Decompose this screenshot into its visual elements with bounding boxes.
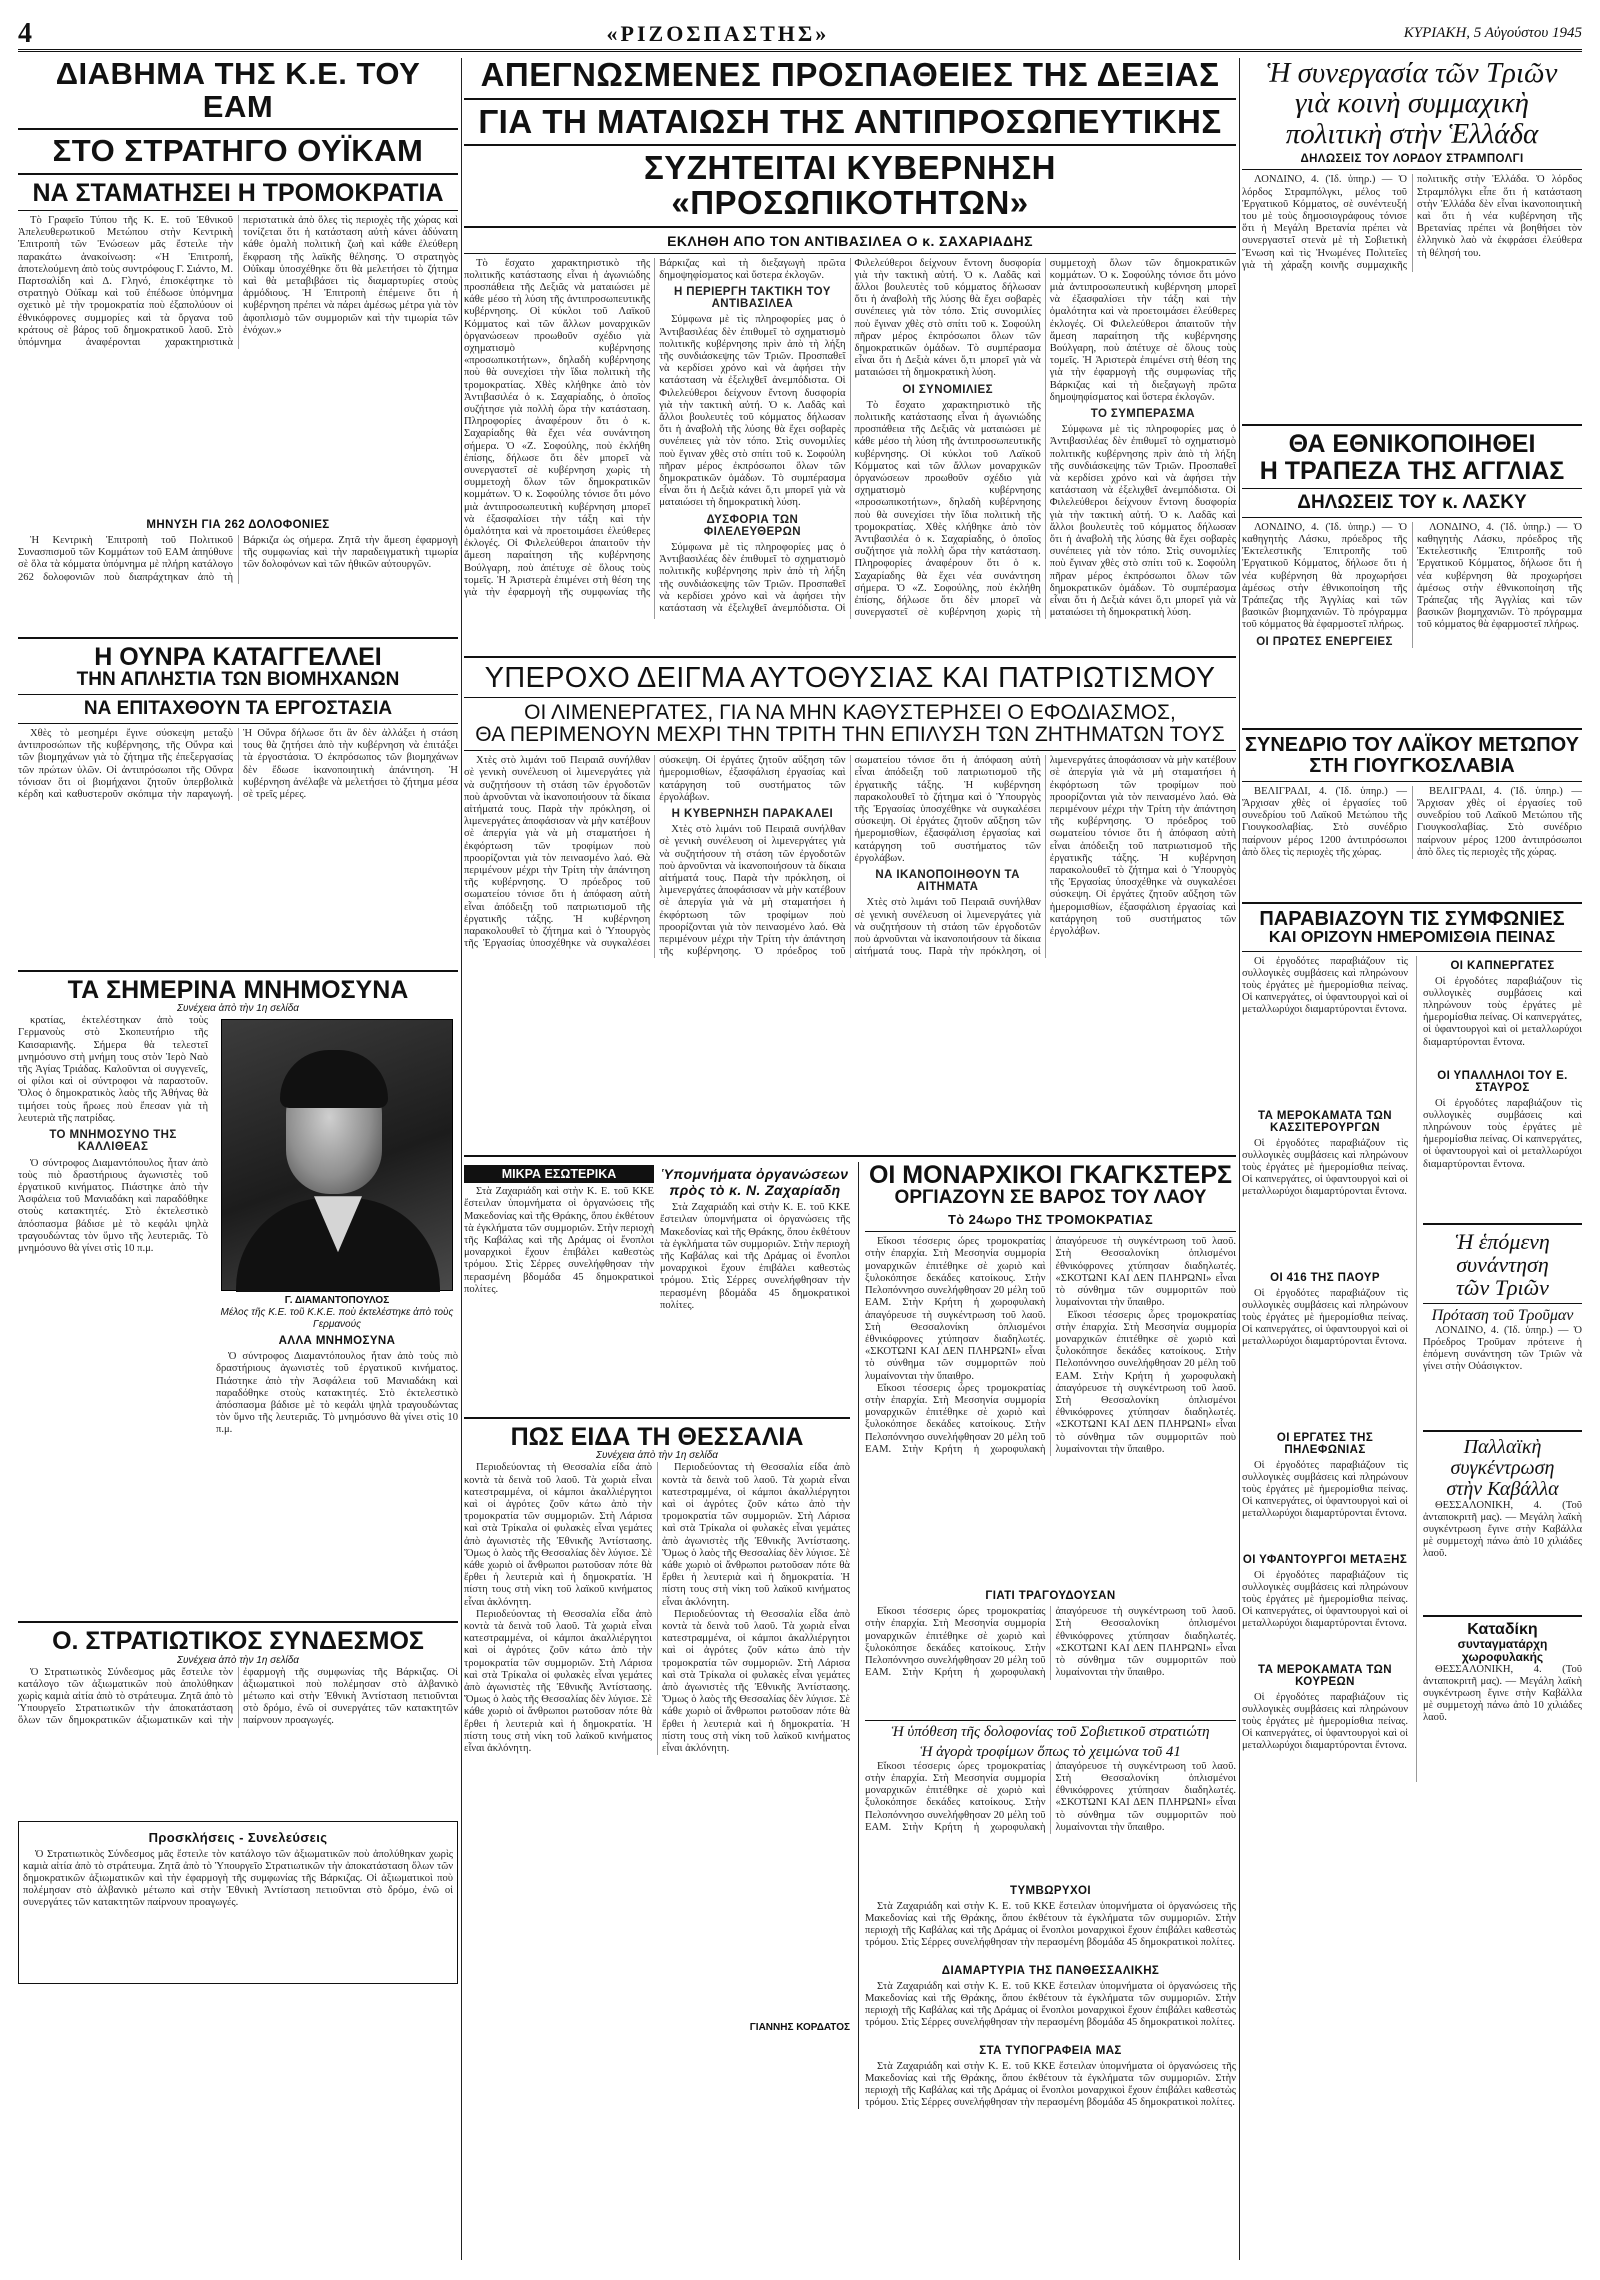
article-domestic xyxy=(464,1162,654,1412)
lower-center-left xyxy=(464,1162,850,2109)
subheading: ΜΗΝΥΣΗ ΓΙΑ 262 ΔΟΛΟΦΟΝΙΕΣ xyxy=(146,518,330,531)
headline: ΟΙ ΜΟΝΑΡΧΙΚΟΙ ΓΚΑΓΚΣΤΕΡΣ xyxy=(868,1161,1233,1190)
paragraph: Σύμφωνα μὲ τὶς πληροφορίες μας ὁ Ἀντιβασιλέας δὲν ἐπιθυμεῖ τὸ σχηματισμὸ πολιτικῆς κυβέρνησης πρὶν ἀπὸ τὴ λήξη τῆς συνδιάσκεψης τῶν Τριῶν. Προσπαθεῖ νὰ κερδίσει χρόνο καὶ νὰ ἀφήσει τὴν κατάσταση νὰ ἐξελιχθεῖ ἀνεμπόδιστα. Οἱ Φιλελεύθεροι δείχνουν ἔντονη δυσφορία γιὰ τὴν τακτικὴ αὐτή. Ὁ κ. Λαδᾶς καὶ ἄλλοι βουλευτὲς τοῦ κόμματος δήλωσαν ὅτι ἡ ἀναβολὴ τῆς λύσης θὰ ἔχει σοβαρὲς συνέπειες γιὰ τὸν τόπο. Στὶς συνομιλίες ποὺ ἔγιναν χθὲς στὸ σπίτι τοῦ κ. Σοφούλη πῆραν μέρος ἐκπρόσωποι ὅλων τῶν δημοκρατικῶν ὁμάδων. Τὸ συμπέρασμα εἶναι ὅτι ἡ Δεξιὰ κάνει ὅ,τι μπορεῖ γιὰ νὰ ματαιώσει τὴ δημοκρατικὴ λύση. xyxy=(1049,424,1236,619)
portrait-photo xyxy=(221,1019,453,1291)
divider xyxy=(464,1155,1236,1157)
headline: ΝΑ ΕΠΙΤΑΧΘΟΥΝ ΤΑ ΕΡΓΟΣΤΑΣΙΑ xyxy=(83,698,393,720)
headline: Η ΟΥΝΡΑ ΚΑΤΑΓΓΕΛΛΕΙ xyxy=(94,642,382,671)
divider xyxy=(464,226,1236,228)
divider xyxy=(1242,169,1582,170)
announcements-box xyxy=(18,1821,458,1984)
article-body xyxy=(865,1761,1236,1881)
divider xyxy=(464,98,1236,100)
subheading: ΟΙ ΠΡΩΤΕΣ ΕΝΕΡΓΕΙΕΣ xyxy=(1256,635,1393,648)
divider xyxy=(1423,1223,1582,1225)
article-eam-demarche xyxy=(18,58,458,631)
divider xyxy=(464,144,1236,146)
headline: ΔΗΛΩΣΕΙΣ ΤΟΥ κ. ΛΑΣΚΥ xyxy=(1297,491,1527,513)
headline: ΘΑ ΕΘΝΙΚΟΠΟΙΗΘΕΙ xyxy=(1288,430,1536,459)
paragraph: Εἴκοσι τέσσερις ὧρες τρομοκρατίας στὴν ἐπαρχία. Στὴ Μεσσηνία συμμορία μοναρχικῶν ἐπιτέθηκε σὲ χωριὸ καὶ ξυλοκόπησε δεκάδες κατοίκους. Στὴν Πελοπόννησο συνελήφθησαν 20 μέλη τοῦ ΕΑΜ. Στὴν Κρήτη ἡ χωροφυλακὴ ἀπαγόρευσε τὴ συγκέντρωση τοῦ λαοῦ. Στὴ Θεσσαλονίκη ὁπλισμένοι ἐθνικόφρονες χτύπησαν διαδηλωτές. «ΣΚΟΤΩΝΙ ΚΑΙ ΔΕΝ ΠΛΗΡΩΝΙ» εἶναι τὸ σύνθημα τῶν συμμοριτῶν ποὺ λυμαίνονται τὴν ὕπαιθρο. xyxy=(865,1760,1236,1833)
paragraph: Σύμφωνα μὲ τὶς πληροφορίες μας ὁ Ἀντιβασιλέας δὲν ἐπιθυμεῖ τὸ σχηματισμὸ πολιτικῆς κυβέρνησης πρὶν ἀπὸ τὴ λήξη τῆς συνδιάσκεψης τῶν Τριῶν. Προσπαθεῖ νὰ κερδίσει χρόνο καὶ νὰ ἀφήσει τὴν κατάσταση νὰ ἐξελιχθεῖ ἀνεμπόδιστα. Οἱ Φιλελεύθεροι δείχνουν ἔντονη δυσφορία γιὰ τὴν τακτικὴ αὐτή. Ὁ κ. Λαδᾶς καὶ ἄλλοι βουλευτὲς τοῦ κόμματος δήλωσαν ὅτι ἡ ἀναβολὴ τῆς λύσης θὰ ἔχει σοβαρὲς συνέπειες γιὰ τὸν τόπο. Στὶς συνομιλίες ποὺ ἔγιναν χθὲς στὸ σπίτι τοῦ κ. Σοφούλη πῆραν μέρος ἐκπρόσωποι ὅλων τῶν δημοκρατικῶν ὁμάδων. Τὸ συμπέρασμα εἶναι ὅτι ἡ Δεξιὰ κάνει ὅ,τι μπορεῖ γιὰ νὰ ματαιώσει τὴ δημοκρατικὴ λύση. xyxy=(659,314,846,509)
continued-note: Συνέχεια ἀπὸ τὴν 1η σελίδα xyxy=(596,1450,718,1462)
article-bank-england xyxy=(1242,431,1582,721)
divider xyxy=(1242,781,1582,782)
divider xyxy=(1242,951,1582,952)
paragraph: Ἡ Κεντρικὴ Ἐπιτροπὴ τοῦ Πολιτικοῦ Συνασπισμοῦ τῶν Κομμάτων τοῦ ΕΑΜ ἀπηύθυνε σὲ ὅλα τὰ κόμματα ὑπόμνημα μὲ πλήρη κατάλογο 262 δολοφονιῶν ποὺ διαπράχτηκαν ἀπὸ τὴ Βάρκιζα ὡς σήμερα. Ζητᾶ τὴν ἄμεση ἐφαρμογὴ τῆς συμφωνίας καὶ τὴν παραδειγματικὴ τιμωρία τῶν δολοφόνων καὶ τῶν ἠθικῶν αὐτουργῶν. xyxy=(18,534,458,583)
subheading: ΤΟ ΜΝΗΜΟΣΥΝΟ ΤΗΣ ΚΑΛΛΙΘΕΑΣ xyxy=(49,1129,177,1154)
subheading: ΜΙΚΡΑ ΕΣΩΤΕΡΙΚΑ xyxy=(464,1165,654,1183)
mini-stories xyxy=(464,1162,850,1412)
divider xyxy=(1242,728,1582,730)
paragraph: ΒΕΛΙΓΡΑΔΙ, 4. (Ἰδ. ὑπηρ.) — Ἄρχισαν χθὲς οἱ ἐργασίες τοῦ συνεδρίου τοῦ Λαϊκοῦ Μετώπου τῆς Γιουγκοσλαβίας. Στὸ συνέδριο παίρνουν μέρος 1200 ἀντιπρόσωποι ἀπὸ ὅλες τὶς περιοχὲς τῆς χώρας. xyxy=(1417,785,1582,858)
article-body xyxy=(464,1462,850,2022)
article-body xyxy=(660,1202,850,1406)
headline: ΤΗΝ ΑΠΛΗΣΤΙΑ ΤΩΝ ΒΙΟΜΗΧΑΝΩΝ xyxy=(76,669,400,691)
article-body xyxy=(464,1186,654,1412)
paragraph: Χθὲς τὸ μεσημέρι ἔγινε σύσκεψη μεταξὺ ἀντιπροσώπων τῆς κυβέρνησης, τῆς Οὔνρα καὶ τῶν βιομηχάνων γιὰ τὸ ζήτημα τῆς ἐπεξεργασίας τῶν πρώτων ὑλῶν. Οἱ ἀντιπρόσωποι τῆς Οὔνρα τόνισαν ὅτι οἱ βιομήχανοι ζητοῦν ὑπερβολικὰ κέρδη καὶ καθυστεροῦν σκόπιμα τὴν παραγωγή. Ἡ Οὔνρα δήλωσε ὅτι ἂν δὲν ἀλλάξει ἡ στάση τους θὰ ζητήσει ἀπὸ τὴν κυβέρνηση νὰ ἐπιτάξει τὰ ἐργοστάσια. Ὁ ἐκπρόσωπος τῶν βιομηχάνων δὲν ἔδωσε ἱκανοποιητικὴ ἀπάντηση. Ἡ κυβέρνηση ἀνέλαβε νὰ μελετήσει τὸ ζήτημα μέσα σὲ τρεῖς μέρες. xyxy=(18,728,458,801)
headline: ΟΙ ΛΙΜΕΝΕΡΓΑΤΕΣ, ΓΙΑ ΝΑ ΜΗΝ ΚΑΘΥΣΤΕΡΗΣΕΙ Ο ΕΦΟΔΙΑΣΜΟΣ, xyxy=(524,701,1176,724)
article-body xyxy=(1242,174,1582,418)
article-body xyxy=(1242,1460,1408,1550)
divider xyxy=(464,1417,850,1419)
divider xyxy=(464,656,1236,658)
subheading: ΤΥΜΒΩΡΥΧΟΙ xyxy=(1010,1884,1091,1897)
divider xyxy=(1423,1303,1582,1304)
divider xyxy=(1242,902,1582,904)
paragraph: Οἱ ἐργοδότες παραβιάζουν τὶς συλλογικὲς συμβάσεις καὶ πληρώνουν τοὺς ἐργάτες μὲ ἡμερομίσθια πείνας. Οἱ καπνεργάτες, οἱ ὑφαντουργοὶ καὶ οἱ μεταλλωρύχοι διαμαρτύρονται ἔντονα. xyxy=(1242,1287,1408,1348)
article-yugoslavia xyxy=(1242,735,1582,896)
left-column xyxy=(18,58,458,1990)
paragraph: ΛΟΝΔΙΝΟ, 4. (Ἰδ. ὑπηρ.) — Ὁ λόρδος Στραμπόλγκι, μέλος τοῦ Ἐργατικοῦ Κόμματος, σὲ συνέντευξή του μὲ τοὺς δημοσιογράφους τόνισε ὅτι ἡ Μεγάλη Βρετανία πρέπει νὰ συνεργαστεῖ στενὰ μὲ τὴ Σοβιετικὴ Ἕνωση καὶ τὶς Ἡνωμένες Πολιτεῖες γιὰ τὴ χάραξη κοινῆς συμμαχικῆς πολιτικῆς στὴν Ἑλλάδα. Ὁ λόρδος Στραμπόλγκι εἶπε ὅτι ἡ κατάσταση στὴν Ἑλλάδα δὲν εἶναι ἱκανοποιητικὴ καὶ ὅτι ἡ νέα κυβέρνηση τῆς Βρετανίας πρέπει νὰ βοηθήσει τὸν ἑλληνικὸ λαὸ νὰ ἐκφράσει ἐλεύθερα τὴ θέλησή του. xyxy=(1242,174,1582,271)
article-body xyxy=(1242,1138,1408,1268)
paragraph: Ὁ Στρατιωτικὸς Σύνδεσμος μᾶς ἔστειλε τὸν κατάλογο τῶν ἀξιωματικῶν ποὺ ἀπολύθηκαν χωρὶς καμιὰ αἰτία ἀπὸ τὸ στράτευμα. Ζητᾶ ἀπὸ τὸ Ὑπουργεῖο Στρατιωτικῶν τὴν ἀποκατάσταση ὅλων τῶν δημοκρατικῶν ἀξιωματικῶν καὶ τὴν ἐφαρμογὴ τῆς συμφωνίας τῆς Βάρκιζας. Οἱ ἀξιωματικοὶ ποὺ πολέμησαν στὸ ἀλβανικὸ μέτωπο καὶ στὴν Ἐθνικὴ Ἀντίσταση πετιοῦνται στὸ δρόμο, ἐνῶ οἱ συνεργάτες τῶν κατακτητῶν παίρνουν προαγωγές. xyxy=(18,1666,458,1727)
paragraph: κρατίας, ἐκτελέστηκαν ἀπὸ τοὺς Γερμανοὺς στὸ Σκοπευτήριο τῆς Καισαριανῆς. Σήμερα θὰ τελεστεῖ μνημόσυνο στὴ μνήμη τους στὸν Ἱερὸ Ναὸ τῆς Ἁγίας Τριάδας. Καλοῦνται οἱ συγγενεῖς, οἱ φίλοι καὶ οἱ σύντροφοι νὰ παραστοῦν. Ὅλος ὁ δημοκρατικὸς λαὸς τῆς Ἀθήνας θὰ τιμήσει τοὺς ἥρωες ποὺ ἔπεσαν γιὰ τὴ λευτεριὰ τῆς πατρίδας. xyxy=(18,1015,208,1124)
paragraph: Οἱ ἐργοδότες παραβιάζουν τὶς συλλογικὲς συμβάσεις καὶ πληρώνουν τοὺς ἐργάτες μὲ ἡμερομίσθια πείνας. Οἱ καπνεργάτες, οἱ ὑφαντουργοὶ καὶ οἱ μεταλλωρύχοι διαμαρτύρονται ἔντονα. xyxy=(1242,1569,1408,1630)
headline: ΣΤΟ ΣΤΡΑΤΗΓΟ ΟΥΪΚΑΜ xyxy=(52,133,424,169)
masthead xyxy=(18,18,1582,52)
paragraph: Χτὲς στὸ λιμάνι τοῦ Πειραιᾶ συνήλθαν σὲ γενικὴ συνέλευση οἱ λιμενεργάτες γιὰ νὰ συζητήσουν τὴ στάση τῶν ἐργοδοτῶν ποὺ ἀρνοῦνται νὰ ἱκανοποιήσουν τὰ δίκαια αἰτήματά τους. Παρὰ τὴν πρόκληση, οἱ λιμενεργάτες ἀποφάσισαν νὰ μὴν κατέβουν σὲ ἀπεργία γιὰ νὰ μὴ σταματήσει ἡ ἐκφόρτωση τῶν τροφίμων ποὺ προορίζονται γιὰ τὸν πεινασμένο λαό. Θὰ περιμένουν μέχρι τὴν Τρίτη τὴν ἀπάντηση τῆς κυβέρνησης. Ὁ πρόεδρος τοῦ σωματείου τόνισε ὅτι ἡ ἀπόφαση αὐτὴ εἶναι ἀπόδειξη τοῦ πατριωτισμοῦ τῆς ἐργατικῆς τάξης. Ἡ κυβέρνηση παρακολουθεῖ τὸ ζήτημα καὶ ὁ Ὑπουργὸς τῆς Ἐργασίας ὑποσχέθηκε νὰ συγκαλέσει σύσκεψη. Οἱ ἐργάτες ζητοῦν αὔξηση τῶν ἡμερομισθίων, ἐξασφάλιση ἐργασίας καὶ κατάργηση τοῦ συστήματος τῶν ἐργολάβων. xyxy=(854,755,1236,958)
subheading: Ἡ ὑπόθεση τῆς δολοφονίας τοῦ Σοβιετικοῦ στρατιώτη xyxy=(891,1724,1210,1741)
article-dockworkers xyxy=(464,663,1236,1150)
divider xyxy=(18,1621,458,1623)
divider xyxy=(18,128,458,130)
paragraph: Στὰ Ζαχαριάδη καὶ στὴν Κ. Ε. τοῦ ΚΚΕ ἔστειλαν ὑπομνήματα οἱ ὀργανώσεις τῆς Μακεδονίας καὶ τῆς Θράκης, ὅπου ἐκθέτουν τὰ ἐγκλήματα τῶν συμμοριῶν. Στὴν περιοχὴ τῆς Καβάλας καὶ τῆς Δράμας οἱ ἔνοπλοι μοναρχικοὶ ἔχουν ἐπιβάλει καθεστὼς τρόμου. Στὶς Σέρρες συνελήφθησαν τὴν περασμένη βδομάδα 45 δημοκρατικοὶ πολίτες. xyxy=(865,1980,1236,2029)
paragraph: Περιοδεύοντας τὴ Θεσσαλία εἶδα ἀπὸ κοντὰ τὰ δεινὰ τοῦ λαοῦ. Τὰ χωριὰ εἶναι κατεστραμμένα, οἱ κάμποι ἀκαλλιέργητοι καὶ οἱ ἀγρότες ζοῦν κάτω ἀπὸ τὴν τρομοκρατία τῶν συμμοριῶν. Στὴ Λάρισα καὶ στὰ Τρίκαλα οἱ φυλακὲς εἶναι γεμάτες ἀπὸ ἀγωνιστὲς τῆς Ἐθνικῆς Ἀντίστασης. Ὅμως ὁ λαὸς τῆς Θεσσαλίας δὲν λύγισε. Σὲ κάθε χωριὸ οἱ ἄνθρωποι ρωτοῦσαν πότε θὰ ἔρθει ἡ λευτεριὰ καὶ ἡ δημοκρατία. Ἡ πίστη τους στὴ νίκη τοῦ λαϊκοῦ κινήματος εἶναι ἀκλόνητη. xyxy=(464,1608,652,1755)
paragraph: ΘΕΣΣΑΛΟΝΙΚΗ, 4. (Τοῦ ἀνταποκριτῆ μας). — Μεγάλη λαϊκὴ συγκέντρωση ἔγινε στὴν Καβάλλα μὲ συμμετοχὴ πάνω ἀπὸ 10 χιλιάδες λαοῦ. xyxy=(1423,1663,1582,1724)
subheading: ΔΙΑΜΑΡΤΥΡΙΑ ΤΗΣ ΠΑΝΘΕΣΣΑΛΙΚΗΣ xyxy=(941,1964,1160,1977)
subheading: ΟΙ 416 ΤΗΣ ΠΑΟΥΡ xyxy=(1270,1271,1380,1284)
headline: συνάντηση xyxy=(1456,1251,1549,1277)
divider xyxy=(18,970,458,972)
paragraph: ΛΟΝΔΙΝΟ, 4. (Ἰδ. ὑπηρ.) — Ὁ καθηγητὴς Λάσκυ, πρόεδρος τῆς Ἐκτελεστικῆς Ἐπιτροπῆς τοῦ Ἐργατικοῦ Κόμματος, δήλωσε ὅτι ἡ νέα κυβέρνηση θὰ προχωρήσει ἀμέσως στὴν ἐθνικοποίηση τῆς Τράπεζας τῆς Ἀγγλίας καὶ τῶν βασικῶν βιομηχανιῶν. Τὸ πρόγραμμα τοῦ κόμματος θὰ ἐφαρμοστεῖ πλήρως. xyxy=(1242,521,1407,631)
headline: Ο. ΣΤΡΑΤΙΩΤΙΚΟΣ ΣΥΝΔΕΣΜΟΣ xyxy=(52,1627,424,1656)
article-big-three xyxy=(1242,58,1582,418)
divider xyxy=(18,694,458,695)
article-body xyxy=(1242,786,1582,896)
article-body xyxy=(464,755,1236,1149)
headline: ΝΑ ΣΤΑΜΑΤΗΣΕΙ Η ΤΡΟΜΟΚΡΑΤΙΑ xyxy=(32,178,444,207)
article-body xyxy=(865,2061,1236,2109)
divider xyxy=(1423,1430,1582,1432)
paragraph: Χτὲς στὸ λιμάνι τοῦ Πειραιᾶ συνήλθαν σὲ γενικὴ συνέλευση οἱ λιμενεργάτες γιὰ νὰ συζητήσουν τὴ στάση τῶν ἐργοδοτῶν ποὺ ἀρνοῦνται νὰ ἱκανοποιήσουν τὰ δίκαια αἰτήματά τους. Παρὰ τὴν πρόκληση, οἱ λιμενεργάτες ἀποφάσισαν νὰ μὴν κατέβουν σὲ ἀπεργία γιὰ νὰ μὴ σταματήσει ἡ ἐκφόρτωση τῶν τροφίμων ποὺ προορίζονται γιὰ τὸν πεινασμένο λαό. Θὰ περιμένουν μέχρι τὴν Τρίτη τὴν ἀπάντηση τῆς κυβέρνησης. Ὁ πρόεδρος τοῦ σωματείου τόνισε ὅτι ἡ ἀπόφαση αὐτὴ εἶναι ἀπόδειξη τοῦ πατριωτισμοῦ τῆς ἐργατικῆς τάξης. Ἡ κυβέρνηση παρακολουθεῖ τὸ ζήτημα καὶ ὁ Ὑπουργὸς τῆς Ἐργασίας ὑποσχέθηκε νὰ συγκαλέσει σύσκεψη. Οἱ ἐργάτες ζητοῦν αὔξηση τῶν ἡμερομισθίων, ἐξασφάλιση ἐργασίας καὶ κατάργηση τοῦ συστήματος τῶν ἐργολάβων. xyxy=(659,755,1041,958)
paragraph: Τὸ ἔσχατο χαρακτηριστικὸ τῆς πολιτικῆς κατάστασης εἶναι ἡ ἀγωνιώδης προσπάθεια τῆς Δεξιᾶς νὰ ματαιώσει μὲ κάθε μέσο τὴ λύση τῆς ἀντιπροσωπευτικῆς κυβέρνησης. Οἱ κύκλοι τοῦ Λαϊκοῦ Κόμματος καὶ τῶν ἄλλων μοναρχικῶν ὀργανώσεων προωθοῦν σχέδιο γιὰ σχηματισμὸ κυβέρνησης «προσωπικοτήτων», δηλαδὴ κυβέρνησης ποὺ θὰ συνεχίσει τὴν ἴδια πολιτικὴ τῆς τρομοκρατίας. Χθὲς κλήθηκε ἀπὸ τὸν Ἀντιβασιλέα ὁ κ. Σαχαρίαδης, ὁ ὁποῖος συζήτησε γιὰ πολλὴ ὥρα τὴν κατάσταση. Πληροφορίες ἀναφέρουν ὅτι ὁ κ. Σαχαρίαδης θὰ ἔχει νέα συνάντηση σήμερα. Ὁ «Ζ. Σοφούλης, ποὺ ἐκλήθη ἐπίσης, δήλωσε ὅτι δὲν μπορεῖ νὰ συνεργαστεῖ σὲ κυβέρνηση χωρὶς τὴ συμμετοχὴ ὅλων τῶν δημοκρατικῶν κομμάτων. Ὁ κ. Σοφούλης τόνισε ὅτι μόνο μιὰ ἀντιπροσωπευτικὴ κυβέρνηση μπορεῖ νὰ ἐξασφαλίσει τὴν τάξη καὶ τὴν ὁμαλότητα καὶ νὰ προετοιμάσει ἐλεύθερες ἐκλογές. Οἱ Φιλελεύθεροι ἀπαιτοῦν τὴν ἄμεση παραίτηση τῆς κυβέρνησης Βούλγαρη, ποὺ ἀπέτυχε σὲ ὅλους τοὺς τομεῖς. Ἡ Ἀριστερὰ ἐπιμένει στὴ θέση της γιὰ τὴν ἐφαρμογὴ τῆς συμφωνίας τῆς Βάρκιζας καὶ τὴ διεξαγωγὴ πρῶτα δημοψηφίσματος καὶ ὕστερα ἐκλογῶν. xyxy=(854,257,1236,619)
paragraph: Στὰ Ζαχαριάδη καὶ στὴν Κ. Ε. τοῦ ΚΚΕ ἔστειλαν ὑπομνήματα οἱ ὀργανώσεις τῆς Μακεδονίας καὶ τῆς Θράκης, ὅπου ἐκθέτουν τὰ ἐγκλήματα τῶν συμμοριῶν. Στὴν περιοχὴ τῆς Καβάλας καὶ τῆς Δράμας οἱ ἔνοπλοι μοναρχικοὶ ἔχουν ἐπιβάλει καθεστὼς τρόμου. Στὶς Σέρρες συνελήφθησαν τὴν περασμένη βδομάδα 45 δημοκρατικοὶ πολίτες. xyxy=(865,2060,1236,2109)
paragraph: Οἱ ἐργοδότες παραβιάζουν τὶς συλλογικὲς συμβάσεις καὶ πληρώνουν τοὺς ἐργάτες μὲ ἡμερομίσθια πείνας. Οἱ καπνεργάτες, οἱ ὑφαντουργοὶ καὶ οἱ μεταλλωρύχοι διαμαρτύρονται ἔντονα. xyxy=(1242,1459,1408,1520)
headline: στὴν Καβάλλα xyxy=(1446,1477,1559,1500)
issue-date: ΚΥΡΙΑΚΗ, 5 Αὐγούστου 1945 xyxy=(1403,25,1582,41)
article-body xyxy=(18,215,458,515)
paragraph: Οἱ ἐργοδότες παραβιάζουν τὶς συλλογικὲς συμβάσεις καὶ πληρώνουν τοὺς ἐργάτες μὲ ἡμερομίσθια πείνας. Οἱ καπνεργάτες, οἱ ὑφαντουργοὶ καὶ οἱ μεταλλωρύχοι διαμαρτύρονται ἔντονα. xyxy=(1242,1691,1408,1752)
headline: συγκέντρωση xyxy=(1450,1456,1555,1479)
paragraph: Στὰ Ζαχαριάδη καὶ στὴν Κ. Ε. τοῦ ΚΚΕ ἔστειλαν ὑπομνήματα οἱ ὀργανώσεις τῆς Μακεδονίας καὶ τῆς Θράκης, ὅπου ἐκθέτουν τὰ ἐγκλήματα τῶν συμμοριῶν. Στὴν περιοχὴ τῆς Καβάλας καὶ τῆς Δράμας οἱ ἔνοπλοι μοναρχικοὶ ἔχουν ἐπιβάλει καθεστὼς τρόμου. Στὶς Σέρρες συνελήφθησαν τὴν περασμένη βδομάδα 45 δημοκρατικοὶ πολίτες. xyxy=(660,1202,850,1311)
article-body xyxy=(18,728,458,964)
article-body xyxy=(865,1901,1236,1961)
paragraph: Στὰ Ζαχαριάδη καὶ στὴν Κ. Ε. τοῦ ΚΚΕ ἔστειλαν ὑπομνήματα οἱ ὀργανώσεις τῆς Μακεδονίας καὶ τῆς Θράκης, ὅπου ἐκθέτουν τὰ ἐγκλήματα τῶν συμμοριῶν. Στὴν περιοχὴ τῆς Καβάλας καὶ τῆς Δράμας οἱ ἔνοπλοι μοναρχικοὶ ἔχουν ἐπιβάλει καθεστὼς τρόμου. Στὶς Σέρρες συνελήφθησαν τὴν περασμένη βδομάδα 45 δημοκρατικοὶ πολίτες. xyxy=(865,1900,1236,1949)
article-wages xyxy=(1242,909,1582,1782)
wages-left xyxy=(1242,956,1408,1782)
article-body xyxy=(865,1606,1236,1716)
photo-hair xyxy=(280,1050,388,1108)
divider xyxy=(18,210,458,211)
divider xyxy=(1242,488,1582,489)
article-unrra xyxy=(18,644,458,964)
headline: πολιτικὴ στὴν Ἑλλάδα xyxy=(1285,117,1539,150)
headline: ΠΩΣ ΕΙΔΑ ΤΗ ΘΕΣΣΑΛΙΑ xyxy=(510,1423,804,1452)
headline: Παλλαϊκὴ xyxy=(1463,1435,1542,1458)
article-body xyxy=(865,1981,1236,2041)
article-memorials xyxy=(18,977,458,1615)
subheading: ΝΑ ΙΚΑΝΟΠΟΙΗΘΟΥΝ ΤΑ ΑΙΤΗΜΑΤΑ xyxy=(875,868,1020,894)
headline: Ἡ ἑπόμενη xyxy=(1455,1228,1550,1254)
right-column xyxy=(1242,58,1582,1788)
paragraph: Ὁ Στρατιωτικὸς Σύνδεσμος μᾶς ἔστειλε τὸν κατάλογο τῶν ἀξιωματικῶν ποὺ ἀπολύθηκαν χωρὶς καμιὰ αἰτία ἀπὸ τὸ στράτευμα. Ζητᾶ ἀπὸ τὸ Ὑπουργεῖο Στρατιωτικῶν τὴν ἀποκατάσταση ὅλων τῶν δημοκρατικῶν ἀξιωματικῶν καὶ τὴν ἐφαρμογὴ τῆς συμφωνίας τῆς Βάρκιζας. Οἱ ἀξιωματικοὶ ποὺ πολέμησαν στὸ ἀλβανικὸ μέτωπο καὶ στὴν Ἐθνικὴ Ἀντίσταση πετιοῦνται στὸ δρόμο, ἐνῶ οἱ συνεργάτες τῶν κατακτητῶν παίρνουν προαγωγές. xyxy=(23,1848,453,1909)
article-body xyxy=(1242,1288,1408,1428)
divider xyxy=(464,253,1236,254)
paragraph: Οἱ ἐργοδότες παραβιάζουν τὶς συλλογικὲς συμβάσεις καὶ πληρώνουν τοὺς ἐργάτες μὲ ἡμερομίσθια πείνας. Οἱ καπνεργάτες, οἱ ὑφαντουργοὶ καὶ οἱ μεταλλωρύχοι διαμαρτύρονται ἔντονα. xyxy=(1423,975,1582,1048)
center-column xyxy=(464,58,1236,2109)
article-body xyxy=(1242,522,1582,722)
headline: ΟΡΓΙΑΖΟΥΝ ΣΕ ΒΑΡΟΣ ΤΟΥ ΛΑΟΥ xyxy=(894,1187,1207,1209)
article-military-union xyxy=(18,1628,458,1983)
paragraph: ΛΟΝΔΙΝΟ, 4. (Ἰδ. ὑπηρ.) — Ὁ Πρόεδρος Τροῦμαν πρότεινε ἡ ἑπόμενη συνάντηση τῶν Τριῶν νὰ γίνει στὴν Οὐάσιγκτον. xyxy=(1423,1324,1582,1373)
headline: ΘΑ ΠΕΡΙΜΕΝΟΥΝ ΜΕΧΡΙ ΤΗΝ ΤΡΙΤΗ ΤΗΝ ΕΠΙΛΥΣΗ ΤΩΝ ΖΗΤΗΜΑΤΩΝ ΤΟΥΣ xyxy=(475,723,1225,747)
article-body xyxy=(464,258,1236,650)
subheading: ΟΙ ΣΥΝΟΜΙΛΙΕΣ xyxy=(902,383,993,396)
article-body xyxy=(18,535,458,631)
divider xyxy=(865,1720,1236,1721)
headline: Πρόταση τοῦ Τροῦμαν xyxy=(1431,1306,1574,1324)
divider xyxy=(18,723,458,724)
paragraph: Περιοδεύοντας τὴ Θεσσαλία εἶδα ἀπὸ κοντὰ τὰ δεινὰ τοῦ λαοῦ. Τὰ χωριὰ εἶναι κατεστραμμένα, οἱ κάμποι ἀκαλλιέργητοι καὶ οἱ ἀγρότες ζοῦν κάτω ἀπὸ τὴν τρομοκρατία τῶν συμμοριῶν. Στὴ Λάρισα καὶ στὰ Τρίκαλα οἱ φυλακὲς εἶναι γεμάτες ἀπὸ ἀγωνιστὲς τῆς Ἐθνικῆς Ἀντίστασης. Ὅμως ὁ λαὸς τῆς Θεσσαλίας δὲν λύγισε. Σὲ κάθε χωριὸ οἱ ἄνθρωποι ρωτοῦσαν πότε θὰ ἔρθει ἡ λευτεριὰ καὶ ἡ δημοκρατία. Ἡ πίστη τους στὴ νίκη τοῦ λαϊκοῦ κινήματος εἶναι ἀκλόνητη. xyxy=(464,1462,652,1608)
subheading: ΟΙ ΚΑΠΝΕΡΓΑΤΕΣ xyxy=(1450,959,1555,972)
divider xyxy=(464,697,1236,698)
kicker: ΕΚΛΗΘΗ ΑΠΟ ΤΟΝ ΑΝΤΙΒΑΣΙΛΕΑ Ο κ. ΣΑΧΑΡΙΑΔΗΣ xyxy=(667,232,1033,249)
paragraph: Εἴκοσι τέσσερις ὧρες τρομοκρατίας στὴν ἐπαρχία. Στὴ Μεσσηνία συμμορία μοναρχικῶν ἐπιτέθηκε σὲ χωριὸ καὶ ξυλοκόπησε δεκάδες κατοίκους. Στὴν Πελοπόννησο συνελήφθησαν 20 μέλη τοῦ ΕΑΜ. Στὴν Κρήτη ἡ χωροφυλακὴ ἀπαγόρευσε τὴ συγκέντρωση τοῦ λαοῦ. Στὴ Θεσσαλονίκη ὁπλισμένοι ἐθνικόφρονες χτύπησαν διαδηλωτές. «ΣΚΟΤΩΝΙ ΚΑΙ ΔΕΝ ΠΛΗΡΩΝΙ» εἶναι τὸ σύνθημα τῶν συμμοριτῶν ποὺ λυμαίνονται τὴν ὕπαιθρο. xyxy=(865,1236,1236,1455)
continued-note: Συνέχεια ἀπὸ τὴν 1η σελίδα xyxy=(177,1654,299,1666)
headline: ΚΑΙ ΟΡΙΖΟΥΝ ΗΜΕΡΟΜΙΣΘΙΑ ΠΕΙΝΑΣ xyxy=(1268,928,1556,946)
headline: ΠΑΡΑΒΙΑΖΟΥΝ ΤΙΣ ΣΥΜΦΩΝΙΕΣ xyxy=(1259,907,1565,930)
lower-center-right xyxy=(858,1162,1236,2109)
subheading: ΟΙ ΥΠΑΛΛΗΛΟΙ ΤΟΥ Ε. ΣΤΑΥΡΟΣ xyxy=(1437,1069,1568,1094)
subheading: Ὑπομνήματα ὀργανώσεων πρὸς τὸ κ. Ν. Ζαχαρίαδη xyxy=(661,1166,849,1199)
divider xyxy=(464,750,1236,751)
subheading: ΑΛΛΑ ΜΝΗΜΟΣΥΝΑ xyxy=(278,1335,396,1348)
column-rule xyxy=(461,58,462,2260)
divider xyxy=(1242,517,1582,518)
article-body xyxy=(1423,1500,1582,1610)
memorial-layout xyxy=(18,1015,458,1615)
subheading: Η ΠΕΡΙΕΡΓΗ ΤΑΚΤΙΚΗ ΤΟΥ ΑΝΤΙΒΑΣΙΛΕΑ xyxy=(673,285,831,311)
paragraph: ΘΕΣΣΑΛΟΝΙΚΗ, 4. (Τοῦ ἀνταποκριτῆ μας). — Μεγάλη λαϊκὴ συγκέντρωση ἔγινε στὴν Καβάλλα μὲ συμμετοχὴ πάνω ἀπὸ 10 χιλιάδες λαοῦ. xyxy=(1423,1499,1582,1560)
photo-caption-name: Γ. ΔΙΑΜΑΝΤΟΠΟΥΛΟΣ xyxy=(284,1295,390,1307)
divider xyxy=(1242,424,1582,426)
wages-right xyxy=(1416,956,1582,1782)
subheading: Η ΚΥΒΕΡΝΗΣΗ ΠΑΡΑΚΑΛΕΙ xyxy=(671,807,834,820)
subheading: ΣΤΑ ΤΥΠΟΓΡΑΦΕΙΑ ΜΑΣ xyxy=(979,2044,1122,2057)
headline: ΣΤΗ ΓΙΟΥΓΚΟΣΛΑΒΙΑ xyxy=(1309,754,1515,777)
headline: Ἡ συνεργασία τῶν Τριῶν xyxy=(1266,57,1558,89)
kicker: ΔΗΛΩΣΕΙΣ ΤΟΥ ΛΟΡΔΟΥ ΣΤΡΑΜΠΟΛΓΙ xyxy=(1300,153,1524,166)
paragraph: Περιοδεύοντας τὴ Θεσσαλία εἶδα ἀπὸ κοντὰ τὰ δεινὰ τοῦ λαοῦ. Τὰ χωριὰ εἶναι κατεστραμμένα, οἱ κάμποι ἀκαλλιέργητοι καὶ οἱ ἀγρότες ζοῦν κάτω ἀπὸ τὴν τρομοκρατία τῶν συμμοριῶν. Στὴ Λάρισα καὶ στὰ Τρίκαλα οἱ φυλακὲς εἶναι γεμάτες ἀπὸ ἀγωνιστὲς τῆς Ἐθνικῆς Ἀντίστασης. Ὅμως ὁ λαὸς τῆς Θεσσαλίας δὲν λύγισε. Σὲ κάθε χωριὸ οἱ ἄνθρωποι ρωτοῦσαν πότε θὰ ἔρθει ἡ λευτεριὰ καὶ ἡ δημοκρατία. Ἡ πίστη τους στὴ νίκη τοῦ λαϊκοῦ κινήματος εἶναι ἀκλόνητη. xyxy=(662,1462,850,1608)
subheading: ΟΙ ΕΡΓΑΤΕΣ ΤΗΣ ΠΗΛΕΦΩΝΙΑΣ xyxy=(1276,1431,1374,1456)
article-body xyxy=(1242,1570,1408,1660)
article-body xyxy=(1423,1325,1582,1425)
article-body xyxy=(1423,976,1582,1066)
article-body xyxy=(1423,1664,1582,1782)
divider xyxy=(18,637,458,639)
headline: ΣΥΖΗΤΕΙΤΑΙ ΚΥΒΕΡΝΗΣΗ «ΠΡΟΣΩΠΙΚΟΤΗΤΩΝ» xyxy=(643,149,1056,221)
paragraph: Περιοδεύοντας τὴ Θεσσαλία εἶδα ἀπὸ κοντὰ τὰ δεινὰ τοῦ λαοῦ. Τὰ χωριὰ εἶναι κατεστραμμένα, οἱ κάμποι ἀκαλλιέργητοι καὶ οἱ ἀγρότες ζοῦν κάτω ἀπὸ τὴν τρομοκρατία τῶν συμμοριῶν. Στὴ Λάρισα καὶ στὰ Τρίκαλα οἱ φυλακὲς εἶναι γεμάτες ἀπὸ ἀγωνιστὲς τῆς Ἐθνικῆς Ἀντίστασης. Ὅμως ὁ λαὸς τῆς Θεσσαλίας δὲν λύγισε. Σὲ κάθε χωριὸ οἱ ἄνθρωποι ρωτοῦσαν πότε θὰ ἔρθει ἡ λευτεριὰ καὶ ἡ δημοκρατία. Ἡ πίστη τους στὴ νίκη τοῦ λαϊκοῦ κινήματος εἶναι ἀκλόνητη. xyxy=(662,1608,850,1755)
divider xyxy=(18,173,458,175)
article-right-wing xyxy=(464,58,1236,650)
byline: ΓΙΑΝΝΗΣ ΚΟΡΔΑΤΟΣ xyxy=(749,2022,850,2034)
article-body xyxy=(1242,1692,1408,1772)
paragraph: ΛΟΝΔΙΝΟ, 4. (Ἰδ. ὑπηρ.) — Ὁ καθηγητὴς Λάσκυ, πρόεδρος τῆς Ἐκτελεστικῆς Ἐπιτροπῆς τοῦ Ἐργατικοῦ Κόμματος, δήλωσε ὅτι ἡ νέα κυβέρνηση θὰ προχωρήσει ἀμέσως στὴν ἐθνικοποίηση τῆς Τράπεζας τῆς Ἀγγλίας καὶ τῶν βασικῶν βιομηχανιῶν. Τὸ πρόγραμμα τοῦ κόμματος θὰ ἐφαρμοστεῖ πλήρως. xyxy=(1417,521,1582,631)
paragraph: Οἱ ἐργοδότες παραβιάζουν τὶς συλλογικὲς συμβάσεις καὶ πληρώνουν τοὺς ἐργάτες μὲ ἡμερομίσθια πείνας. Οἱ καπνεργάτες, οἱ ὑφαντουργοὶ καὶ οἱ μεταλλωρύχοι διαμαρτύρονται ἔντονα. xyxy=(1242,1137,1408,1198)
subheading: Προσκλήσεις - Συνελεύσεις xyxy=(148,1829,328,1845)
subheading: Τὸ 24ωρο ΤΗΣ ΤΡΟΜΟΚΡΑΤΙΑΣ xyxy=(947,1212,1154,1228)
headline: γιὰ κοινὴ συμμαχικὴ xyxy=(1294,87,1529,120)
headline: τῶν Τριῶν xyxy=(1456,1274,1549,1300)
headline: Η ΤΡΑΠΕΖΑ ΤΗΣ ΑΓΓΛΙΑΣ xyxy=(1259,456,1565,485)
paragraph: Σύμφωνα μὲ τὶς πληροφορίες μας ὁ Ἀντιβασιλέας δὲν ἐπιθυμεῖ τὸ σχηματισμὸ πολιτικῆς κυβέρνησης πρὶν ἀπὸ τὴ λήξη τῆς συνδιάσκεψης τῶν Τριῶν. Προσπαθεῖ νὰ κερδίσει χρόνο καὶ νὰ ἀφήσει τὴν κατάσταση νὰ ἐξελιχθεῖ ἀνεμπόδιστα. Οἱ Φιλελεύθεροι δείχνουν ἔντονη δυσφορία γιὰ τὴν τακτικὴ αὐτή. Ὁ κ. Λαδᾶς καὶ ἄλλοι βουλευτὲς τοῦ κόμματος δήλωσαν ὅτι ἡ ἀναβολὴ τῆς λύσης θὰ ἔχει σοβαρὲς συνέπειες γιὰ τὸν τόπο. Στὶς συνομιλίες ποὺ ἔγιναν χθὲς στὸ σπίτι τοῦ κ. Σοφούλη πῆραν μέρος ἐκπρόσωποι ὅλων τῶν δημοκρατικῶν ὁμάδων. Τὸ συμπέρασμα εἶναι ὅτι ἡ Δεξιὰ κάνει ὅ,τι μπορεῖ γιὰ νὰ ματαιώσει τὴ δημοκρατικὴ λύση. xyxy=(659,257,1041,615)
photo-caption-desc: Μέλος τῆς Κ.Ε. τοῦ Κ.Κ.Ε. ποὺ ἐκτελέστηκε ἀπὸ τοὺς Γερμανούς xyxy=(220,1307,454,1331)
photo-block xyxy=(216,1015,458,1615)
column-rule xyxy=(1239,58,1240,2260)
subheading: ΟΙ ΥΦΑΝΤΟΥΡΓΟΙ ΜΕΤΑΞΗΣ xyxy=(1242,1553,1408,1566)
paragraph: Οἱ ἐργοδότες παραβιάζουν τὶς συλλογικὲς συμβάσεις καὶ πληρώνουν τοὺς ἐργάτες μὲ ἡμερομίσθια πείνας. Οἱ καπνεργάτες, οἱ ὑφαντουργοὶ καὶ οἱ μεταλλωρύχοι διαμαρτύρονται ἔντονα. xyxy=(1423,1097,1582,1170)
paragraph: Τὸ ἔσχατο χαρακτηριστικὸ τῆς πολιτικῆς κατάστασης εἶναι ἡ ἀγωνιώδης προσπάθεια τῆς Δεξιᾶς νὰ ματαιώσει μὲ κάθε μέσο τὴ λύση τῆς ἀντιπροσωπευτικῆς κυβέρνησης. Οἱ κύκλοι τοῦ Λαϊκοῦ Κόμματος καὶ τῶν ἄλλων μοναρχικῶν ὀργανώσεων προωθοῦν σχέδιο γιὰ σχηματισμὸ κυβέρνησης «προσωπικοτήτων», δηλαδὴ κυβέρνησης ποὺ θὰ συνεχίσει τὴν ἴδια πολιτικὴ τῆς τρομοκρατίας. Χθὲς κλήθηκε ἀπὸ τὸν Ἀντιβασιλέα ὁ κ. Σαχαρίαδης, ὁ ὁποῖος συζήτησε γιὰ πολλὴ ὥρα τὴν κατάσταση. Πληροφορίες ἀναφέρουν ὅτι ὁ κ. Σαχαρίαδης θὰ ἔχει νέα συνάντηση σήμερα. Ὁ «Ζ. Σοφούλης, ποὺ ἐκλήθη ἐπίσης, δήλωσε ὅτι δὲν μπορεῖ νὰ συνεργαστεῖ σὲ κυβέρνηση χωρὶς τὴ συμμετοχὴ ὅλων τῶν δημοκρατικῶν κομμάτων. Ὁ κ. Σοφούλης τόνισε ὅτι μόνο μιὰ ἀντιπροσωπευτικὴ κυβέρνηση μπορεῖ νὰ ἐξασφαλίσει τὴν τάξη καὶ τὴν ὁμαλότητα καὶ νὰ προετοιμάσει ἐλεύθερες ἐκλογές. Οἱ Φιλελεύθεροι ἀπαιτοῦν τὴν ἄμεση παραίτηση τῆς κυβέρνησης Βούλγαρη, ποὺ ἀπέτυχε σὲ ὅλους τοὺς τομεῖς. Ἡ Ἀριστερὰ ἐπιμένει στὴ θέση της γιὰ τὴν ἐφαρμογὴ τῆς συμφωνίας τῆς Βάρκιζας καὶ τὴ διεξαγωγὴ πρῶτα δημοψηφίσματος καὶ ὕστερα ἐκλογῶν. xyxy=(464,257,846,599)
lower-center xyxy=(464,1162,1236,2109)
subheading: ΔΥΣΦΟΡΙΑ ΤΩΝ ΦΙΛΕΛΕΥΘΕΡΩΝ xyxy=(703,513,801,538)
article-body xyxy=(23,1849,453,1979)
paragraph: Ὁ σύντροφος Διαμαντόπουλος ἦταν ἀπὸ τοὺς πιὸ δραστήριους ἀγωνιστὲς τοῦ ἐργατικοῦ κινήματος. Πιάστηκε ἀπὸ τὴν Ἀσφάλεια τοῦ Μανιαδάκη καὶ παραδόθηκε στοὺς κατακτητές. Στὸ ἐκτελεστικὸ ἀπόσπασμα βάδισε μὲ τὸ κεφάλι ψηλὰ τραγουδώντας τὸν ὕμνο τῆς λευτεριᾶς. Τὸ μνημόσυνο θὰ γίνει στὶς 10 π.μ. xyxy=(216,1351,458,1436)
wages-layout xyxy=(1242,956,1582,1782)
paragraph: Οἱ ἐργοδότες παραβιάζουν τὶς συλλογικὲς συμβάσεις καὶ πληρώνουν τοὺς ἐργάτες μὲ ἡμερομίσθια πείνας. Οἱ καπνεργάτες, οἱ ὑφαντουργοὶ καὶ οἱ μεταλλωρύχοι διαμαρτύρονται ἔντονα. xyxy=(1242,955,1408,1016)
article-body xyxy=(216,1351,458,1613)
divider xyxy=(1423,1615,1582,1617)
headline: Καταδίκη xyxy=(1467,1620,1538,1638)
subheading: ΤΑ ΜΕΡΟΚΑΜΑΤΑ ΤΩΝ ΚΑΣΣΙΤΕΡΟΥΡΓΩΝ xyxy=(1258,1109,1392,1134)
article-body xyxy=(18,1015,208,1615)
paragraph: Ὁ σύντροφος Διαμαντόπουλος ἦταν ἀπὸ τοὺς πιὸ δραστήριους ἀγωνιστὲς τοῦ ἐργατικοῦ κινήματος. Πιάστηκε ἀπὸ τὴν Ἀσφάλεια τοῦ Μανιαδάκη καὶ παραδόθηκε στοὺς κατακτητές. Στὸ ἐκτελεστικὸ ἀπόσπασμα βάδισε μὲ τὸ κεφάλι ψηλὰ τραγουδώντας τὸν ὕμνο τῆς λευτεριᾶς. Τὸ μνημόσυνο θὰ γίνει στὶς 10 π.μ. xyxy=(18,1157,208,1254)
headline: ΓΙΑ ΤΗ ΜΑΤΑΙΩΣΗ ΤΗΣ ΑΝΤΙΠΡΟΣΩΠΕΥΤΙΚΗΣ xyxy=(478,102,1222,140)
headline: ΑΠΕΓΝΩΣΜΕΝΕΣ ΠΡΟΣΠΑΘΕΙΕΣ ΤΗΣ ΔΕΞΙΑΣ xyxy=(480,56,1220,93)
continued-note: Συνέχεια ἀπὸ τὴν 1η σελίδα xyxy=(177,1003,299,1015)
divider xyxy=(865,1231,1236,1232)
subheading: ΤΟ ΣΥΜΠΕΡΑΣΜΑ xyxy=(1090,408,1195,420)
article-body xyxy=(865,1236,1236,1586)
subheading: ΤΑ ΜΕΡΟΚΑΜΑΤΑ ΤΩΝ ΚΟΥΡΕΩΝ xyxy=(1258,1663,1392,1688)
subheading: Ἡ ἀγορὰ τροφίμων ὅπως τὸ χειμώνα τοῦ 41 xyxy=(920,1744,1181,1761)
article-body xyxy=(18,1667,458,1817)
paragraph: Τὸ Γραφεῖο Τύπου τῆς Κ. Ε. τοῦ Ἐθνικοῦ Ἀπελευθερωτικοῦ Μετώπου στὴν Κεντρικὴ Ἐπιτροπὴ τῶν Ἐνώσεων μᾶς ἔστειλε τὴν παρακάτω ἀνακοίνωση: «Ἡ Ἐπιτροπή, ἀποτελούμενη ἀπὸ τοὺς συντρόφους Γ. Σιάντο, Μ. Παρτσαλίδη καὶ Δ. Γληνό, ἐπισκέφτηκε τὸ στρατηγὸ Οὐΐκαμ καὶ τοῦ ἐπέδωσε ὑπόμνημα σχετικὸ μὲ τὴν τρομοκρατία ποὺ ἐξαπολύουν οἱ ἐθνικόφρονες συμμορίες καὶ τὰ ὄργανα τοῦ κράτους σὲ βάρος τοῦ δημοκρατικοῦ λαοῦ. Στὸ ὑπόμνημα ἀναφέρονται χαρακτηριστικὰ περιστατικὰ ἀπὸ ὅλες τὶς περιοχὲς τῆς χώρας καὶ τονίζεται ὅτι ἡ κατάσταση αὐτὴ κάνει ἀδύνατη κάθε ὁμαλὴ πολιτικὴ ζωὴ καὶ κάθε ἐλεύθερη ἔκφραση τῆς λαϊκῆς θέλησης. Ὁ στρατηγὸς Οὐΐκαμ ὑποσχέθηκε ὅτι θὰ μελετήσει τὸ ζήτημα καὶ θὰ μεταβιβάσει τὶς διαμαρτυρίες στοὺς ἁρμόδιους. Ἡ Ἐπιτροπὴ ἐπέμεινε ὅτι ἡ κυβέρνηση πρέπει νὰ πάρει ἀμέσως μέτρα γιὰ τὸν ἀφοπλισμὸ τῶν συμμοριῶν καὶ τὴν τιμωρία τῶν ἐνόχων.» xyxy=(18,214,458,348)
paragraph: Στὰ Ζαχαριάδη καὶ στὴν Κ. Ε. τοῦ ΚΚΕ ἔστειλαν ὑπομνήματα οἱ ὀργανώσεις τῆς Μακεδονίας καὶ τῆς Θράκης, ὅπου ἐκθέτουν τὰ ἐγκλήματα τῶν συμμοριῶν. Στὴν περιοχὴ τῆς Καβάλας καὶ τῆς Δράμας οἱ ἔνοπλοι μοναρχικοὶ ἔχουν ἐπιβάλει καθεστὼς τρόμου. Στὶς Σέρρες συνελήφθησαν τὴν περασμένη βδομάδα 45 δημοκρατικοὶ πολίτες. xyxy=(464,1186,654,1295)
headline: ΤΑ ΣΗΜΕΡΙΝΑ ΜΝΗΜΟΣΥΝΑ xyxy=(67,976,409,1005)
paragraph: Χτὲς στὸ λιμάνι τοῦ Πειραιᾶ συνήλθαν σὲ γενικὴ συνέλευση οἱ λιμενεργάτες γιὰ νὰ συζητήσουν τὴ στάση τῶν ἐργοδοτῶν ποὺ ἀρνοῦνται νὰ ἱκανοποιήσουν τὰ δίκαια αἰτήματά τους. Παρὰ τὴν πρόκληση, οἱ λιμενεργάτες ἀποφάσισαν νὰ μὴν κατέβουν σὲ ἀπεργία γιὰ νὰ μὴ σταματήσει ἡ ἐκφόρτωση τῶν τροφίμων ποὺ προορίζονται γιὰ τὸν πεινασμένο λαό. Θὰ περιμένουν μέχρι τὴν Τρίτη τὴν ἀπάντηση τῆς κυβέρνησης. Ὁ πρόεδρος τοῦ σωματείου τόνισε ὅτι ἡ ἀπόφαση αὐτὴ εἶναι ἀπόδειξη τοῦ πατριωτισμοῦ τῆς ἐργατικῆς τάξης. Ἡ κυβέρνηση παρακολουθεῖ τὸ ζήτημα καὶ ὁ Ὑπουργὸς τῆς Ἐργασίας ὑποσχέθηκε νὰ συγκαλέσει σύσκεψη. Οἱ ἐργάτες ζητοῦν αὔξηση τῶν ἡμερομισθίων, ἐξασφάλιση ἐργασίας καὶ κατάργηση τοῦ συστήματος τῶν ἐργολάβων. xyxy=(464,755,846,950)
subheading: ΓΙΑΤΙ ΤΡΑΓΟΥΔΟΥΣΑΝ xyxy=(985,1590,1116,1603)
headline: ΥΠΕΡΟΧΟ ΔΕΙΓΜΑ ΑΥΤΟΘΥΣΙΑΣ ΚΑΙ ΠΑΤΡΙΩΤΙΣΜΟΥ xyxy=(484,661,1216,694)
headline: ΣΥΝΕΔΡΙΟ ΤΟΥ ΛΑΪΚΟΥ ΜΕΤΩΠΟΥ xyxy=(1245,733,1579,756)
article-body xyxy=(1423,1098,1582,1218)
page-number: 4 xyxy=(18,17,32,49)
paragraph: Εἴκοσι τέσσερις ὧρες τρομοκρατίας στὴν ἐπαρχία. Στὴ Μεσσηνία συμμορία μοναρχικῶν ἐπιτέθηκε σὲ χωριὸ καὶ ξυλοκόπησε δεκάδες κατοίκους. Στὴν Πελοπόννησο συνελήφθησαν 20 μέλη τοῦ ΕΑΜ. Στὴν Κρήτη ἡ χωροφυλακὴ ἀπαγόρευσε τὴ συγκέντρωση τοῦ λαοῦ. Στὴ Θεσσαλονίκη ὁπλισμένοι ἐθνικόφρονες χτύπησαν διαδηλωτές. «ΣΚΟΤΩΝΙ ΚΑΙ ΔΕΝ ΠΛΗΡΩΝΙ» εἶναι τὸ σύνθημα τῶν συμμοριτῶν ποὺ λυμαίνονται τὴν ὕπαιθρο. xyxy=(865,1606,1236,1679)
paper-name: «ΡΙΖΟΣΠΑΣΤΗΣ» xyxy=(606,20,830,46)
article-memoranda xyxy=(660,1162,850,1412)
headline: ΔΙΑΒΗΜΑ ΤΗΣ Κ.Ε. ΤΟΥ ΕΑΜ xyxy=(55,56,421,124)
paragraph: Εἴκοσι τέσσερις ὧρες τρομοκρατίας στὴν ἐπαρχία. Στὴ Μεσσηνία συμμορία μοναρχικῶν ἐπιτέθηκε σὲ χωριὸ καὶ ξυλοκόπησε δεκάδες κατοίκους. Στὴν Πελοπόννησο συνελήφθησαν 20 μέλη τοῦ ΕΑΜ. Στὴν Κρήτη ἡ χωροφυλακὴ ἀπαγόρευσε τὴ συγκέντρωση τοῦ λαοῦ. Στὴ Θεσσαλονίκη ὁπλισμένοι ἐθνικόφρονες χτύπησαν διαδηλωτές. «ΣΚΟΤΩΝΙ ΚΑΙ ΔΕΝ ΠΛΗΡΩΝΙ» εἶναι τὸ σύνθημα τῶν συμμοριτῶν ποὺ λυμαίνονται τὴν ὕπαιθρο. xyxy=(865,1236,1046,1382)
paragraph: ΒΕΛΙΓΡΑΔΙ, 4. (Ἰδ. ὑπηρ.) — Ἄρχισαν χθὲς οἱ ἐργασίες τοῦ συνεδρίου τοῦ Λαϊκοῦ Μετώπου τῆς Γιουγκοσλαβίας. Στὸ συνέδριο παίρνουν μέρος 1200 ἀντιπρόσωποι ἀπὸ ὅλες τὶς περιοχὲς τῆς χώρας. xyxy=(1242,785,1407,858)
article-body xyxy=(1242,956,1408,1106)
paragraph: Εἴκοσι τέσσερις ὧρες τρομοκρατίας στὴν ἐπαρχία. Στὴ Μεσσηνία συμμορία μοναρχικῶν ἐπιτέθηκε σὲ χωριὸ καὶ ξυλοκόπησε δεκάδες κατοίκους. Στὴν Πελοπόννησο συνελήφθησαν 20 μέλη τοῦ ΕΑΜ. Στὴν Κρήτη ἡ χωροφυλακὴ ἀπαγόρευσε τὴ συγκέντρωση τοῦ λαοῦ. Στὴ Θεσσαλονίκη ὁπλισμένοι ἐθνικόφρονες χτύπησαν διαδηλωτές. «ΣΚΟΤΩΝΙ ΚΑΙ ΔΕΝ ΠΛΗΡΩΝΙ» εἶναι τὸ σύνθημα τῶν συμμοριτῶν ποὺ λυμαίνονται τὴν ὕπαιθρο. xyxy=(1055,1309,1236,1455)
headline: συνταγματάρχη χωροφυλακής xyxy=(1457,1637,1548,1665)
